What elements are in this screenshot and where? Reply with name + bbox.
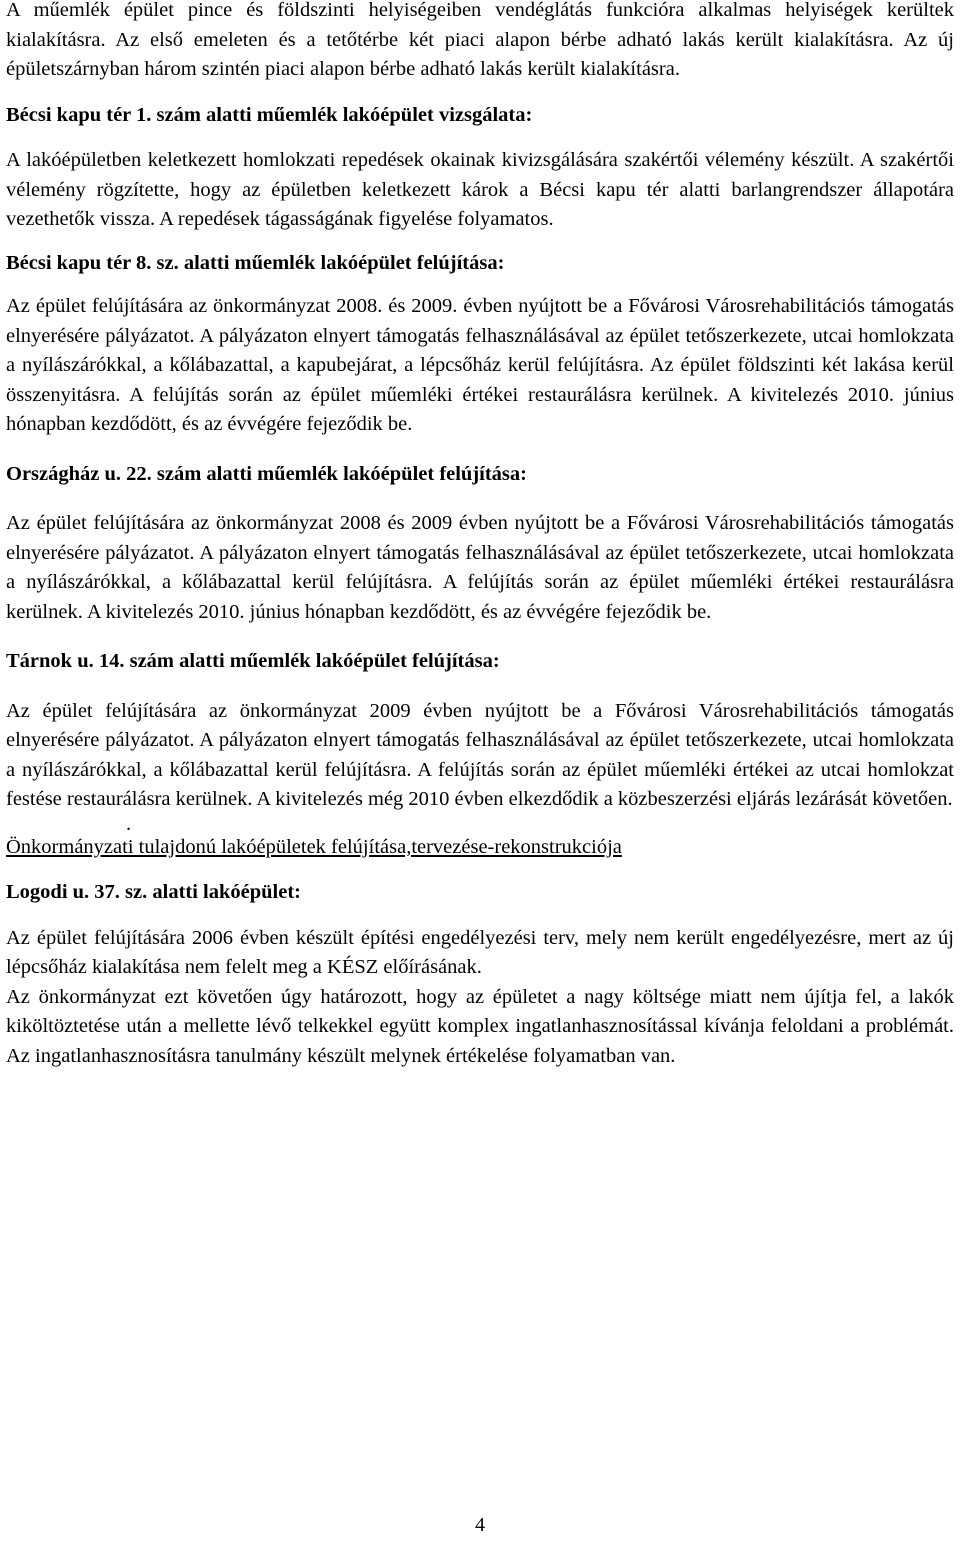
intro-paragraph: A műemlék épület pince és földszinti helyiségeiben vendéglátás funkcióra alkalmas helyiségek kerültek kialakításra. Az első emeleten és a tetőtérbe két piaci alapon bérbe adható lakás került kialakításra. Az új épületszárnyban három szintén piaci alapon bérbe adható lakás került kialakításra. — [6, 0, 954, 80]
heading-becsi-kapu-1: Bécsi kapu tér 1. szám alatti műemlék lakóépület vizsgálata: — [6, 103, 533, 126]
paragraph-becsi-kapu-1: A lakóépületben keletkezett homlokzati repedések okainak kivizsgálására szakértői vélemény készült. A szakértői vélemény rögzítette, hogy az épületben keletkezett károk a Bécsi kapu tér alatti barlangrendszer állapotára vezethetők vissza. A repedések tágasságának figyelése folyamatos. — [6, 149, 954, 230]
heading-tarnok-14: Tárnok u. 14. szám alatti műemlék lakóépület felújítása: — [6, 650, 500, 672]
paragraph-orszaghaz-22: Az épület felújítására az önkormányzat 2008 és 2009 évben nyújtott be a Fővárosi Városrehabilitációs támogatás elnyerésére pályázatot. A pályázaton elnyert támogatás felhasználásával az épület tetőszerkezete, utcai homlokzata a nyílászárókkal, a kőlábazattal kerül felújításra. A felújítás során az épület műemléki értékei restaurálásra kerülnek. A kivitelezés 2010. június hónapban kezdődött, és az évvégére fejeződik be. — [6, 512, 954, 623]
stray-dot: . — [126, 812, 132, 835]
paragraph-logodi-37-a: Az épület felújítására 2006 évben készült építési engedélyezési terv, mely nem került engedélyezésre, mert az új lépcsőház kialakítása nem felelt meg a KÉSZ előírásának. — [6, 926, 954, 978]
heading-orszaghaz-22: Országház u. 22. szám alatti műemlék lakóépület felújítása: — [6, 462, 527, 485]
paragraph-tarnok-14: Az épület felújítására az önkormányzat 2009 évben nyújtott be a Fővárosi Városrehabilitációs támogatás elnyerésére pályázatot. A pályázaton elnyert támogatás felhasználásával az épület tetőszerkezete, utcai homlokzata a nyílászárókkal, a kőlábazattal kerül felújításra. A felújítás során az épület műemléki értékei az utcai homlokzat festése restaurálásra kerülnek. A kivitelezés még 2010 évben elkezdődik a közbeszerzési eljárás lezárását követően. — [6, 699, 954, 810]
page-number: 4 — [475, 1514, 485, 1536]
paragraph-logodi-37-b: Az önkormányzat ezt követően úgy határozott, hogy az épületet a nagy költsége miatt nem újítja fel, a lakók kiköltöztetése után a mellette lévő telkekkel együtt komplex ingatlanhasznosítással kívánja feloldani a problémát. Az ingatlanhasznosításra tanulmány készült melynek értékelése folyamatban van. — [6, 985, 954, 1067]
heading-logodi-37: Logodi u. 37. sz. alatti lakóépület: — [6, 881, 301, 903]
paragraph-becsi-kapu-8: Az épület felújítására az önkormányzat 2008. és 2009. évben nyújtott be a Fővárosi Városrehabilitációs támogatás elnyerésére pályázatot. A pályázaton elnyert támogatás felhasználásával az épület tetőszerkezete, utcai homlokzata a nyílászárókkal, a kőlábazattal, a kapubejárat, a lépcsőház kerül felújításra. Az épület földszinti két lakása kerül összenyitásra. A felújítás során az épület műemléki értékei restaurálásra kerülnek. A kivitelezés 2010. június hónapban kezdődött, és az évvégére fejeződik be. — [6, 295, 954, 435]
document-page — [6, 0, 954, 1071]
section-heading: Önkormányzati tulajdonú lakóépületek felújítása,tervezése-rekonstrukciója — [6, 835, 622, 858]
heading-becsi-kapu-8: Bécsi kapu tér 8. sz. alatti műemlék lakóépület felújítása: — [6, 251, 505, 274]
